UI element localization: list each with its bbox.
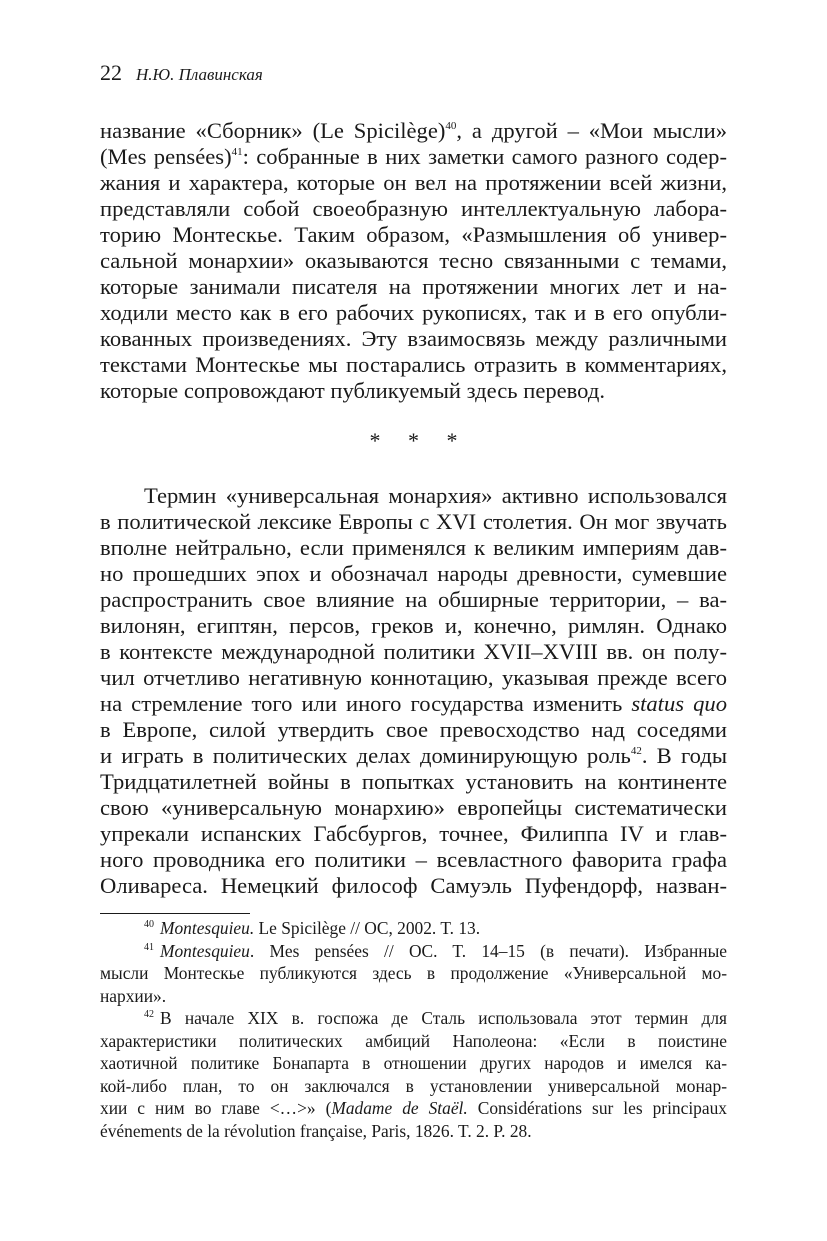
text-line: Термин «универсальная монархия» активно использовался xyxy=(144,483,727,508)
footnote-41: $^{41}$ Montesquieu. Mes pensées // OC. T. 14–15 (в печати). Избранные xyxy=(144,940,727,961)
footnote-number: 40 xyxy=(144,919,154,930)
text-line: вилонян, египтян, персов, греков и, конечно, римлян. Однако xyxy=(100,613,727,638)
footnote-rule xyxy=(100,913,250,914)
footnote-40: $^{40}$ Montesquieu. Le Spicilège // OC, 2002. T. 13. xyxy=(144,918,481,938)
text-line: в политической лексике Европы с XVI столетия. Он мог звучать xyxy=(100,509,727,534)
text-line: сальной монархии» оказываются тесно связанными с темами, xyxy=(100,248,727,273)
text-line: в Европе, силой утвердить свое превосходство над соседями xyxy=(100,717,727,742)
text-line: торию Монтескье. Таким образом, «Размышления об универ- xyxy=(100,222,727,247)
footnote-ref-42[interactable]: 42 xyxy=(630,745,642,757)
footnote-number: 42 xyxy=(144,1009,154,1020)
text-line: но прошедших эпох и обозначал народы древности, сумевшие xyxy=(100,561,727,586)
text-line: вполне нейтрально, если применялся к великим империям дав- xyxy=(100,535,727,560)
paragraph-2 xyxy=(100,483,727,899)
asterisk: * xyxy=(446,428,458,453)
text-line: ходили место как в его рабочих рукописях, так и в его опубли- xyxy=(100,300,727,325)
paragraph-1 xyxy=(100,118,727,404)
text-line: в контексте международной политики XVII–XVIII вв. он полу- xyxy=(100,639,727,664)
footnote-line: мысли Монтескье публикуются здесь в продолжение «Универсальной мо- xyxy=(100,963,727,983)
section-separator xyxy=(100,428,727,454)
text-line: распространить свое влияние на обширные территории, – ва- xyxy=(100,587,727,612)
text-line: чил отчетливо негативную коннотацию, указывая прежде всего xyxy=(100,665,727,690)
text-line: свою «универсальную монархию» европейцы систематически xyxy=(100,795,727,820)
text-line: ного проводника его политики – всевластного фаворита графа xyxy=(100,847,727,872)
text-line: на стремление того или иного государства изменить status quo xyxy=(100,691,727,716)
text-line: Тридцатилетней войны в попытках установить на континенте xyxy=(100,769,727,794)
running-head: Н.Ю. Плавинская xyxy=(136,65,263,84)
page-header xyxy=(100,60,263,92)
text-line: жания и характера, которые он вел на протяжении всей жизни, xyxy=(100,170,727,195)
footnote-ref-41[interactable]: 41 xyxy=(231,146,243,158)
footnote-42: $^{42}$ В начале XIX в. госпожа де Сталь использовала этот термин для xyxy=(144,1008,727,1028)
footnote-line: характеристики политических амбиций Наполеона: «Если в поистине xyxy=(100,1030,727,1051)
text-line: и играть в политических делах доминирующую роль$^{42}$. В годы xyxy=(100,743,727,768)
text-line: упрекали испанских Габсбургов, точнее, Филиппа IV и глав- xyxy=(100,821,727,846)
footnote-line: нархии». xyxy=(100,985,167,1006)
footnote-line: événements de la révolution française, Paris, 1826. T. 2. P. 28. xyxy=(100,1120,532,1141)
italic-term: status quo xyxy=(631,691,727,716)
footnotes xyxy=(100,917,727,1142)
text-line: которые занимали писателя на протяжении многих лет и на- xyxy=(100,274,727,299)
footnote-number: 41 xyxy=(144,941,154,953)
text-line: название «Сборник» (Le Spicilège)$^{40}$, а другой – «Мои мысли» xyxy=(100,118,727,143)
footnote-line: хаотичной политике Бонапарта в отношении других народов и имелся ка- xyxy=(100,1053,727,1073)
footnote-ref-40[interactable]: 40 xyxy=(445,120,457,132)
text-line: Оливареса. Немецкий философ Самуэль Пуфендорф, назван- xyxy=(100,873,727,898)
asterisk: * xyxy=(408,428,419,453)
text-line: которые сопровождают публикуемый здесь перевод. xyxy=(100,378,605,403)
text-line: представляли собой своеобразную интеллектуальную лабора- xyxy=(100,196,727,221)
footnote-line: хии с ним во главе <…>» (Madame de Staël. Considérations sur les principaux xyxy=(100,1098,727,1118)
footnote-line: кой-либо план, то он заключался в установлении универсальной монар- xyxy=(100,1075,727,1096)
page-number: 22 xyxy=(100,60,122,85)
asterisk: * xyxy=(369,428,381,453)
text-line: текстами Монтескье мы постарались отразить в комментариях, xyxy=(100,352,727,377)
text-line: кованных произведениях. Эту взаимосвязь между различными xyxy=(100,326,727,351)
text-line: (Mes pensées)$^{41}$: собранные в них заметки самого разного содер- xyxy=(100,144,728,169)
